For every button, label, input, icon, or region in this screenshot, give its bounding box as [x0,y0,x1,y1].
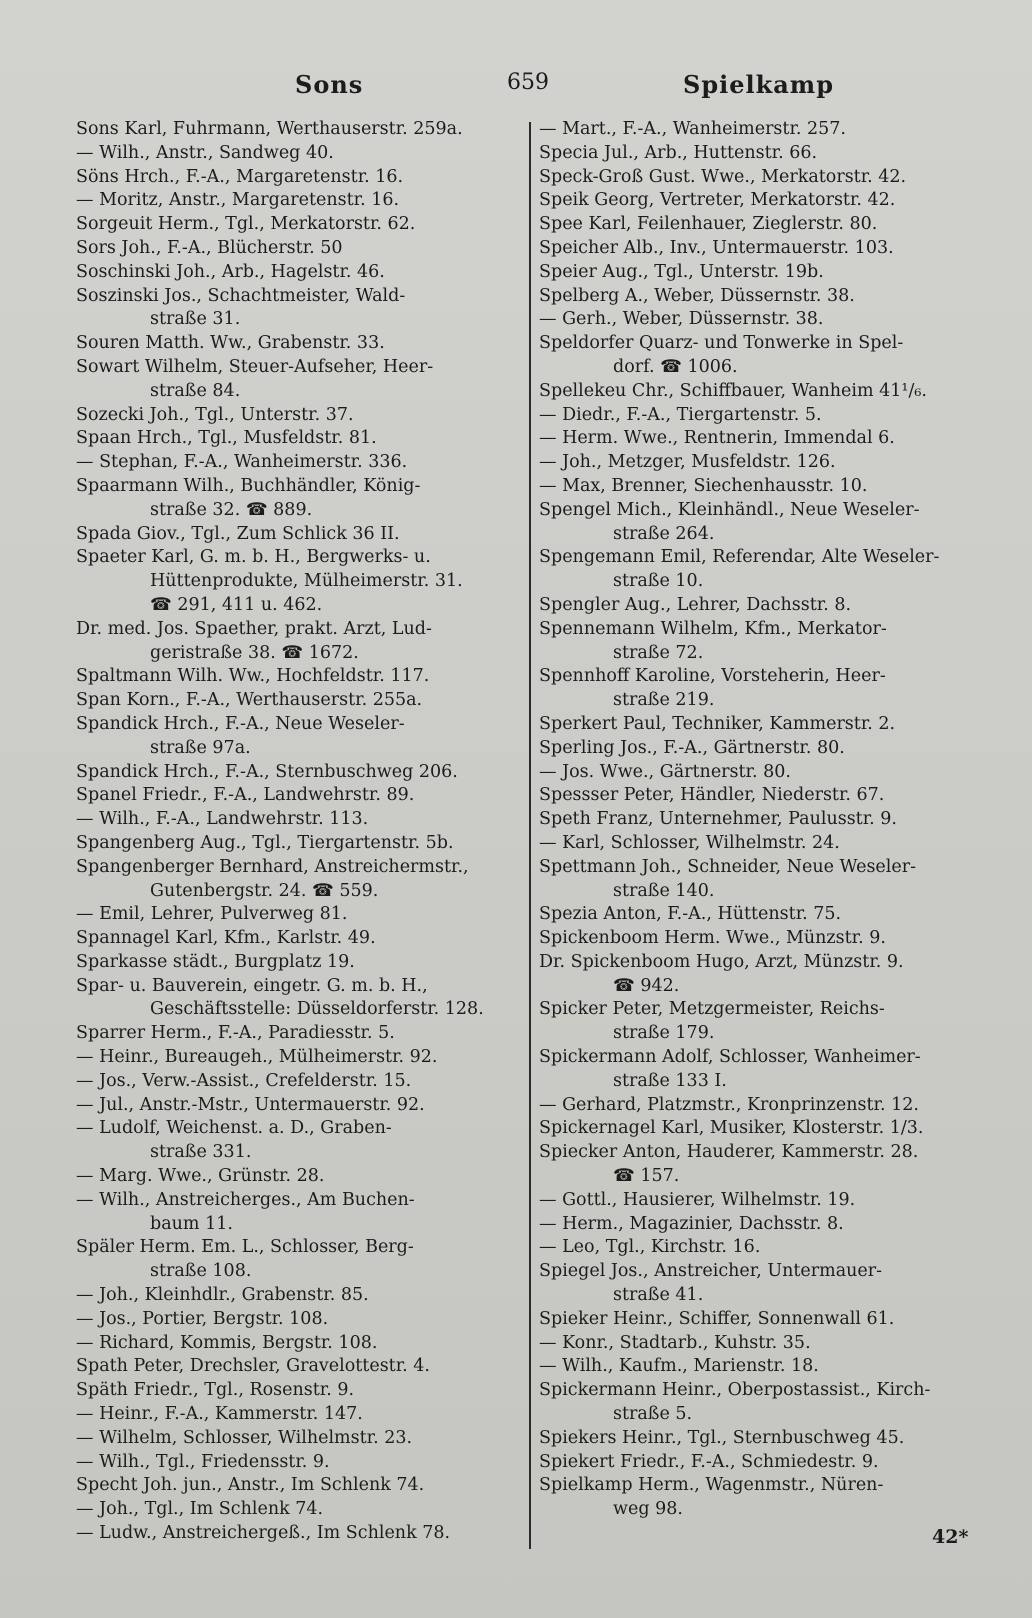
directory-entry-line: — Jos., Verw.-Assist., Crefelderstr. 15. [76,1070,412,1091]
directory-entry-line: Spannagel Karl, Kfm., Karlstr. 49. [76,928,376,949]
sheet-signature: 42* [932,1526,969,1548]
directory-entry-line: — Jos. Wwe., Gärtnerstr. 80. [539,761,791,782]
directory-entry-line: Spennemann Wilhelm, Kfm., Merkator- [539,618,887,639]
directory-entry-line: straße 31. [150,309,241,330]
directory-entry-line: — Herm. Wwe., Rentnerin, Immendal 6. [539,428,895,449]
directory-entry-line: ☎ 157. [613,1166,680,1187]
directory-entry-line: Dr. Spickenboom Hugo, Arzt, Münzstr. 9. [539,951,904,972]
directory-entry-line: Spaan Hrch., Tgl., Musfeldstr. 81. [76,428,377,449]
directory-entry-line: Speik Georg, Vertreter, Merkatorstr. 42. [539,190,896,211]
directory-entry-line: Speicher Alb., Inv., Untermauerstr. 103. [539,237,894,258]
directory-entry-line: Spiecker Anton, Hauderer, Kammerstr. 28. [539,1142,919,1163]
directory-entry-line: baum 11. [150,1213,233,1234]
directory-entry-line: straße 84. [150,380,241,401]
directory-entry-line: Sperkert Paul, Techniker, Kammerstr. 2. [539,713,896,734]
directory-entry-line: geristraße 38. ☎ 1672. [150,642,359,663]
directory-entry-line: Soszinski Jos., Schachtmeister, Wald- [76,285,406,306]
directory-entry-line: Spiekers Heinr., Tgl., Sternbuschweg 45. [539,1427,905,1448]
directory-entry-line: Spengemann Emil, Referendar, Alte Weseler- [539,547,940,568]
directory-entry-line: Sparkasse städt., Burgplatz 19. [76,951,355,972]
directory-entry-line: Spickenboom Herm. Wwe., Münzstr. 9. [539,928,886,949]
directory-entry-line: — Jul., Anstr.-Mstr., Untermauerstr. 92. [76,1094,425,1115]
directory-entry-line: Spandick Hrch., F.-A., Neue Weseler- [76,713,405,734]
directory-entry-line: straße 140. [613,880,715,901]
directory-entry-line: Hüttenprodukte, Mülheimerstr. 31. [150,571,463,592]
directory-entry-line: Söns Hrch., F.-A., Margaretenstr. 16. [76,166,404,187]
directory-entry-line: Spaarmann Wilh., Buchhändler, König- [76,475,421,496]
directory-entry-line: — Karl, Schlosser, Wilhelmstr. 24. [539,832,840,853]
directory-entry-line: Spelberg A., Weber, Düssernstr. 38. [539,285,855,306]
directory-entry-line: Sparrer Herm., F.-A., Paradiesstr. 5. [76,1023,395,1044]
directory-entry-line: Spicker Peter, Metzgermeister, Reichs- [539,999,885,1020]
directory-entry-line: straße 10. [613,571,704,592]
directory-entry-line: Späler Herm. Em. L., Schlosser, Berg- [76,1237,414,1258]
directory-entry-line: Spaeter Karl, G. m. b. H., Bergwerks- u. [76,547,431,568]
directory-entry-line: straße 97a. [150,737,251,758]
directory-entry-line: Spiekert Friedr., F.-A., Schmiedestr. 9. [539,1451,879,1472]
directory-entry-line: straße 133 I. [613,1070,727,1091]
directory-entry-line: Spada Giov., Tgl., Zum Schlick 36 II. [76,523,400,544]
directory-entry-line: Spickernagel Karl, Musiker, Klosterstr. 1/3. [539,1118,924,1139]
directory-entry-line: Soschinski Joh., Arb., Hagelstr. 46. [76,261,385,282]
directory-entry-line: Speth Franz, Unternehmer, Paulusstr. 9. [539,809,897,830]
directory-entry-line: Speier Aug., Tgl., Unterstr. 19b. [539,261,824,282]
directory-entry-line: — Jos., Portier, Bergstr. 108. [76,1308,329,1329]
directory-entry-line: straße 219. [613,690,715,711]
directory-entry-line: — Moritz, Anstr., Margaretenstr. 16. [76,190,400,211]
directory-entry-line: — Marg. Wwe., Grünstr. 28. [76,1166,325,1187]
directory-entry-line: Sozecki Joh., Tgl., Unterstr. 37. [76,404,354,425]
directory-entry-line: — Leo, Tgl., Kirchstr. 16. [539,1237,761,1258]
directory-entry-line: straße 41. [613,1285,704,1306]
directory-entry-line: Spath Peter, Drechsler, Gravelottestr. 4. [76,1356,430,1377]
directory-entry-line: Speldorfer Quarz- und Tonwerke in Spel- [539,333,904,354]
directory-entry-line: — Ludolf, Weichenst. a. D., Graben- [76,1118,392,1139]
directory-entry-line: — Gottl., Hausierer, Wilhelmstr. 19. [539,1189,856,1210]
directory-entry-line: Speck-Groß Gust. Wwe., Merkatorstr. 42. [539,166,907,187]
directory-entry-line: Spengler Aug., Lehrer, Dachsstr. 8. [539,594,852,615]
directory-entry-line: Sperling Jos., F.-A., Gärtnerstr. 80. [539,737,845,758]
directory-entry-line: — Wilh., Anstreicherges., Am Buchen- [76,1189,415,1210]
directory-entry-line: straße 32. ☎ 889. [150,499,313,520]
directory-entry-line: — Joh., Kleinhdlr., Grabenstr. 85. [76,1285,369,1306]
page-header [0,70,1032,104]
directory-entry-line: Spar- u. Bauverein, eingetr. G. m. b. H., [76,975,428,996]
directory-entry-line: weg 98. [613,1499,683,1520]
directory-entry-line: Spaltmann Wilh. Ww., Hochfeldstr. 117. [76,666,430,687]
directory-entry-line: — Stephan, F.-A., Wanheimerstr. 336. [76,452,408,473]
directory-entry-line: — Ludw., Anstreichergeß., Im Schlenk 78. [76,1523,451,1544]
directory-entry-line: — Mart., F.-A., Wanheimerstr. 257. [539,119,846,139]
directory-entry-line: — Wilh., Kaufm., Marienstr. 18. [539,1356,819,1377]
directory-entry-line: Spessser Peter, Händler, Niederstr. 67. [539,785,885,806]
directory-entry-line: Spanel Friedr., F.-A., Landwehrstr. 89. [76,785,415,806]
directory-entry-line: Spielkamp Herm., Wagenmstr., Nüren- [539,1475,884,1496]
right-column [539,118,999,1522]
directory-entry-line: Specht Joh. jun., Anstr., Im Schlenk 74. [76,1475,425,1496]
directory-entry-line: Spennhoff Karoline, Vorsteherin, Heer- [539,666,886,687]
directory-entry-line: Spickermann Heinr., Oberpostassist., Kirch- [539,1380,931,1401]
directory-entry-line: straße 5. [613,1404,693,1425]
directory-entry-line: — Emil, Lehrer, Pulverweg 81. [76,904,348,925]
directory-entry-line: dorf. ☎ 1006. [613,356,738,377]
directory-entry-line: straße 72. [613,642,704,663]
directory-entry-line: straße 264. [613,523,715,544]
directory-entry-line: — Heinr., Bureaugeh., Mülheimerstr. 92. [76,1047,438,1068]
directory-entry-line: Span Korn., F.-A., Werthauserstr. 255a. [76,690,423,711]
directory-entry-line: — Joh., Tgl., Im Schlenk 74. [76,1499,324,1520]
directory-entry-line: Spangenberger Bernhard, Anstreichermstr., [76,856,469,877]
directory-entry-line: Souren Matth. Ww., Grabenstr. 33. [76,333,385,354]
directory-entry-line: Spandick Hrch., F.-A., Sternbuschweg 206. [76,761,458,782]
directory-entry-line: Spieker Heinr., Schiffer, Sonnenwall 61. [539,1308,895,1329]
directory-entry-line: Sorgeuit Herm., Tgl., Merkatorstr. 62. [76,214,416,235]
directory-entry-line: straße 179. [613,1023,715,1044]
directory-entry-line: straße 331. [150,1142,252,1163]
left-column [76,118,524,1546]
header-right-word: Spielkamp [683,70,834,99]
directory-entry-line: — Wilh., Anstr., Sandweg 40. [76,142,334,163]
directory-entry-line: — Richard, Kommis, Bergstr. 108. [76,1332,378,1353]
directory-entry-line: Spiegel Jos., Anstreicher, Untermauer- [539,1261,883,1282]
directory-entry-line: Spee Karl, Feilenhauer, Zieglerstr. 80. [539,214,878,235]
directory-entry-line: — Wilh., F.-A., Landwehrstr. 113. [76,809,369,830]
directory-entry-line: Sors Joh., F.-A., Blücherstr. 50 [76,237,343,258]
directory-entry-line: — Gerh., Weber, Düssernstr. 38. [539,309,824,330]
directory-entry-line: Specia Jul., Arb., Huttenstr. 66. [539,142,818,163]
column-divider [529,122,531,1549]
directory-entry-line: Sons Karl, Fuhrmann, Werthauserstr. 259a. [76,119,463,139]
directory-entry-line: — Heinr., F.-A., Kammerstr. 147. [76,1404,363,1425]
directory-entry-line: Spangenberg Aug., Tgl., Tiergartenstr. 5b. [76,832,454,853]
directory-entry-line: Spengel Mich., Kleinhändl., Neue Weseler- [539,499,920,520]
directory-entry-line: Spellekeu Chr., Schiffbauer, Wanheim 41¹/₆. [539,380,927,401]
directory-entry-line: — Wilh., Tgl., Friedensstr. 9. [76,1451,330,1472]
header-left-word: Sons [295,70,364,99]
directory-entry-line: — Herm., Magazinier, Dachsstr. 8. [539,1213,844,1234]
directory-entry-line: — Gerhard, Platzmstr., Kronprinzenstr. 12. [539,1094,919,1115]
directory-entry-line: Spezia Anton, F.-A., Hüttenstr. 75. [539,904,842,925]
directory-entry-line: straße 108. [150,1261,252,1282]
directory-entry-line: — Wilhelm, Schlosser, Wilhelmstr. 23. [76,1427,413,1448]
directory-entry-line: Sowart Wilhelm, Steuer-Aufseher, Heer- [76,356,434,377]
directory-entry-line: — Konr., Stadtarb., Kuhstr. 35. [539,1332,811,1353]
directory-entry-line: Dr. med. Jos. Spaether, prakt. Arzt, Lud- [76,618,432,639]
directory-entry-line: Geschäftsstelle: Düsseldorferstr. 128. [150,999,484,1020]
directory-entry-line: Spettmann Joh., Schneider, Neue Weseler- [539,856,917,877]
page-number: 659 [507,70,549,95]
directory-entry-line: ☎ 291, 411 u. 462. [150,594,323,615]
directory-entry-line: Späth Friedr., Tgl., Rosenstr. 9. [76,1380,355,1401]
directory-entry-line: ☎ 942. [613,975,680,996]
directory-entry-line: Spickermann Adolf, Schlosser, Wanheimer- [539,1047,921,1068]
directory-entry-line: — Joh., Metzger, Musfeldstr. 126. [539,452,836,473]
directory-entry-line: Gutenbergstr. 24. ☎ 559. [150,880,379,901]
directory-entry-line: — Diedr., F.-A., Tiergartenstr. 5. [539,404,822,425]
directory-entry-line: — Max, Brenner, Siechenhausstr. 10. [539,475,868,496]
